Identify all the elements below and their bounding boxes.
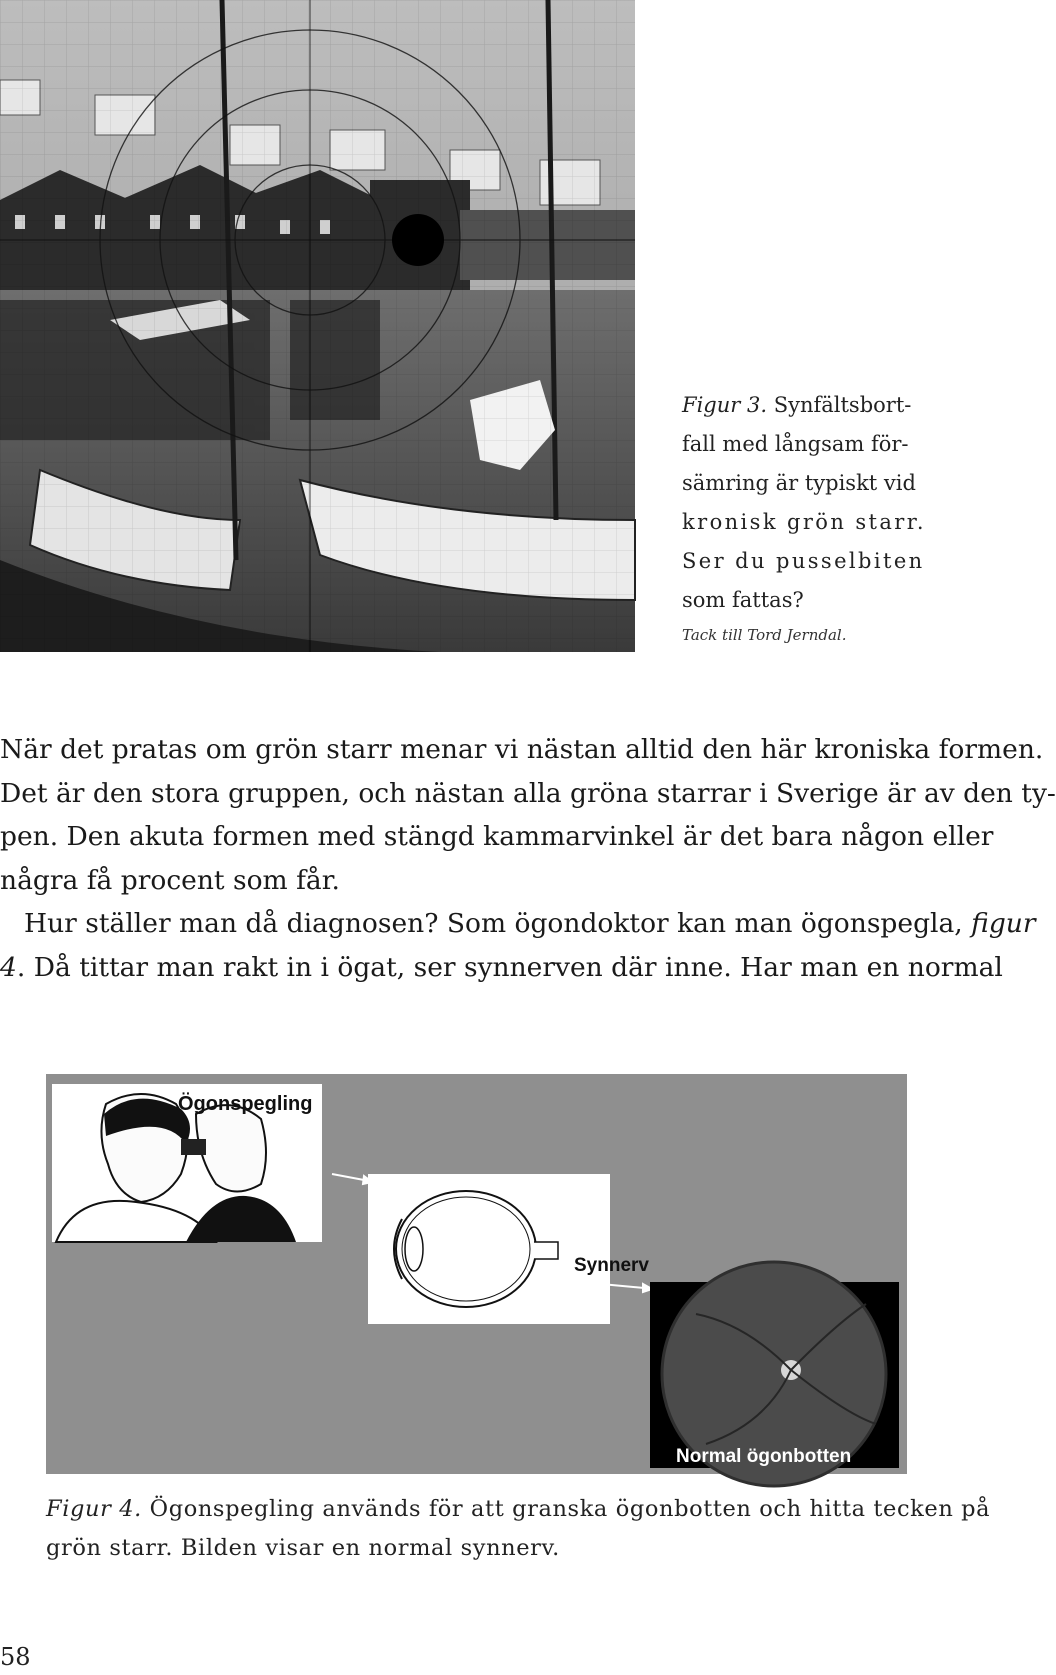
figure4-caption <box>46 1490 991 1568</box>
body-line: några få procent som får. <box>0 864 340 896</box>
page-number: 58 <box>0 1643 31 1671</box>
figure4-caption-text: Ögonspegling används för att granska ögonbotten och hitta tecken på <box>141 1496 991 1522</box>
eye-diagram-icon <box>368 1174 610 1324</box>
body-line <box>0 902 1036 946</box>
optic-nerve-label: Synnerv <box>574 1255 649 1276</box>
body-text <box>0 728 1056 989</box>
figure3-caption-line: kronisk grön starr. <box>682 510 926 534</box>
normal-fundus-label: Normal ögonbotten <box>676 1446 852 1467</box>
ophthalmoscopy-label: Ögonspegling <box>178 1093 313 1115</box>
figure3-credit: Tack till Tord Jerndal. <box>682 626 847 644</box>
figure3-caption <box>682 386 926 650</box>
body-line: När det pratas om grön starr menar vi nästan alltid den här kroniska formen. <box>0 734 1044 765</box>
figure4-caption-line: grön starr. Bilden visar en normal synnerv. <box>46 1535 560 1561</box>
body-line: pen. Den akuta formen med stängd kammarvinkel är det bara någon eller <box>0 821 994 852</box>
figure3-caption-line: Ser du pusselbiten <box>682 549 925 573</box>
figure3-caption-line: sämring är typiskt vid <box>682 471 916 495</box>
body-line <box>0 946 1003 990</box>
figure-reference: 4 <box>0 951 17 983</box>
figure4-caption-line <box>46 1490 991 1529</box>
body-line-text: . Då tittar man rakt in i ögat, ser synnerven där inne. Har man en normal <box>16 951 1003 983</box>
harbor-photo-icon <box>0 0 635 652</box>
figure4-label: Figur 4. <box>46 1496 142 1522</box>
figure3-caption-line: som fattas? <box>682 588 804 612</box>
figure3-label: Figur 3. <box>682 393 768 417</box>
figure4-panel <box>46 1074 907 1474</box>
figure3-caption-line <box>682 386 912 425</box>
figure3-caption-line: fall med långsam för- <box>682 432 909 456</box>
body-line-text: Hur ställer man då diagnosen? Som ögondoktor kan man ögonspegla, <box>24 908 972 939</box>
figure-reference: figur <box>971 908 1036 939</box>
body-line: Det är den stora gruppen, och nästan alla gröna starrar i Sverige är av den ty- <box>0 777 1056 809</box>
figure3-caption-text: Synfältsbort- <box>767 393 912 417</box>
